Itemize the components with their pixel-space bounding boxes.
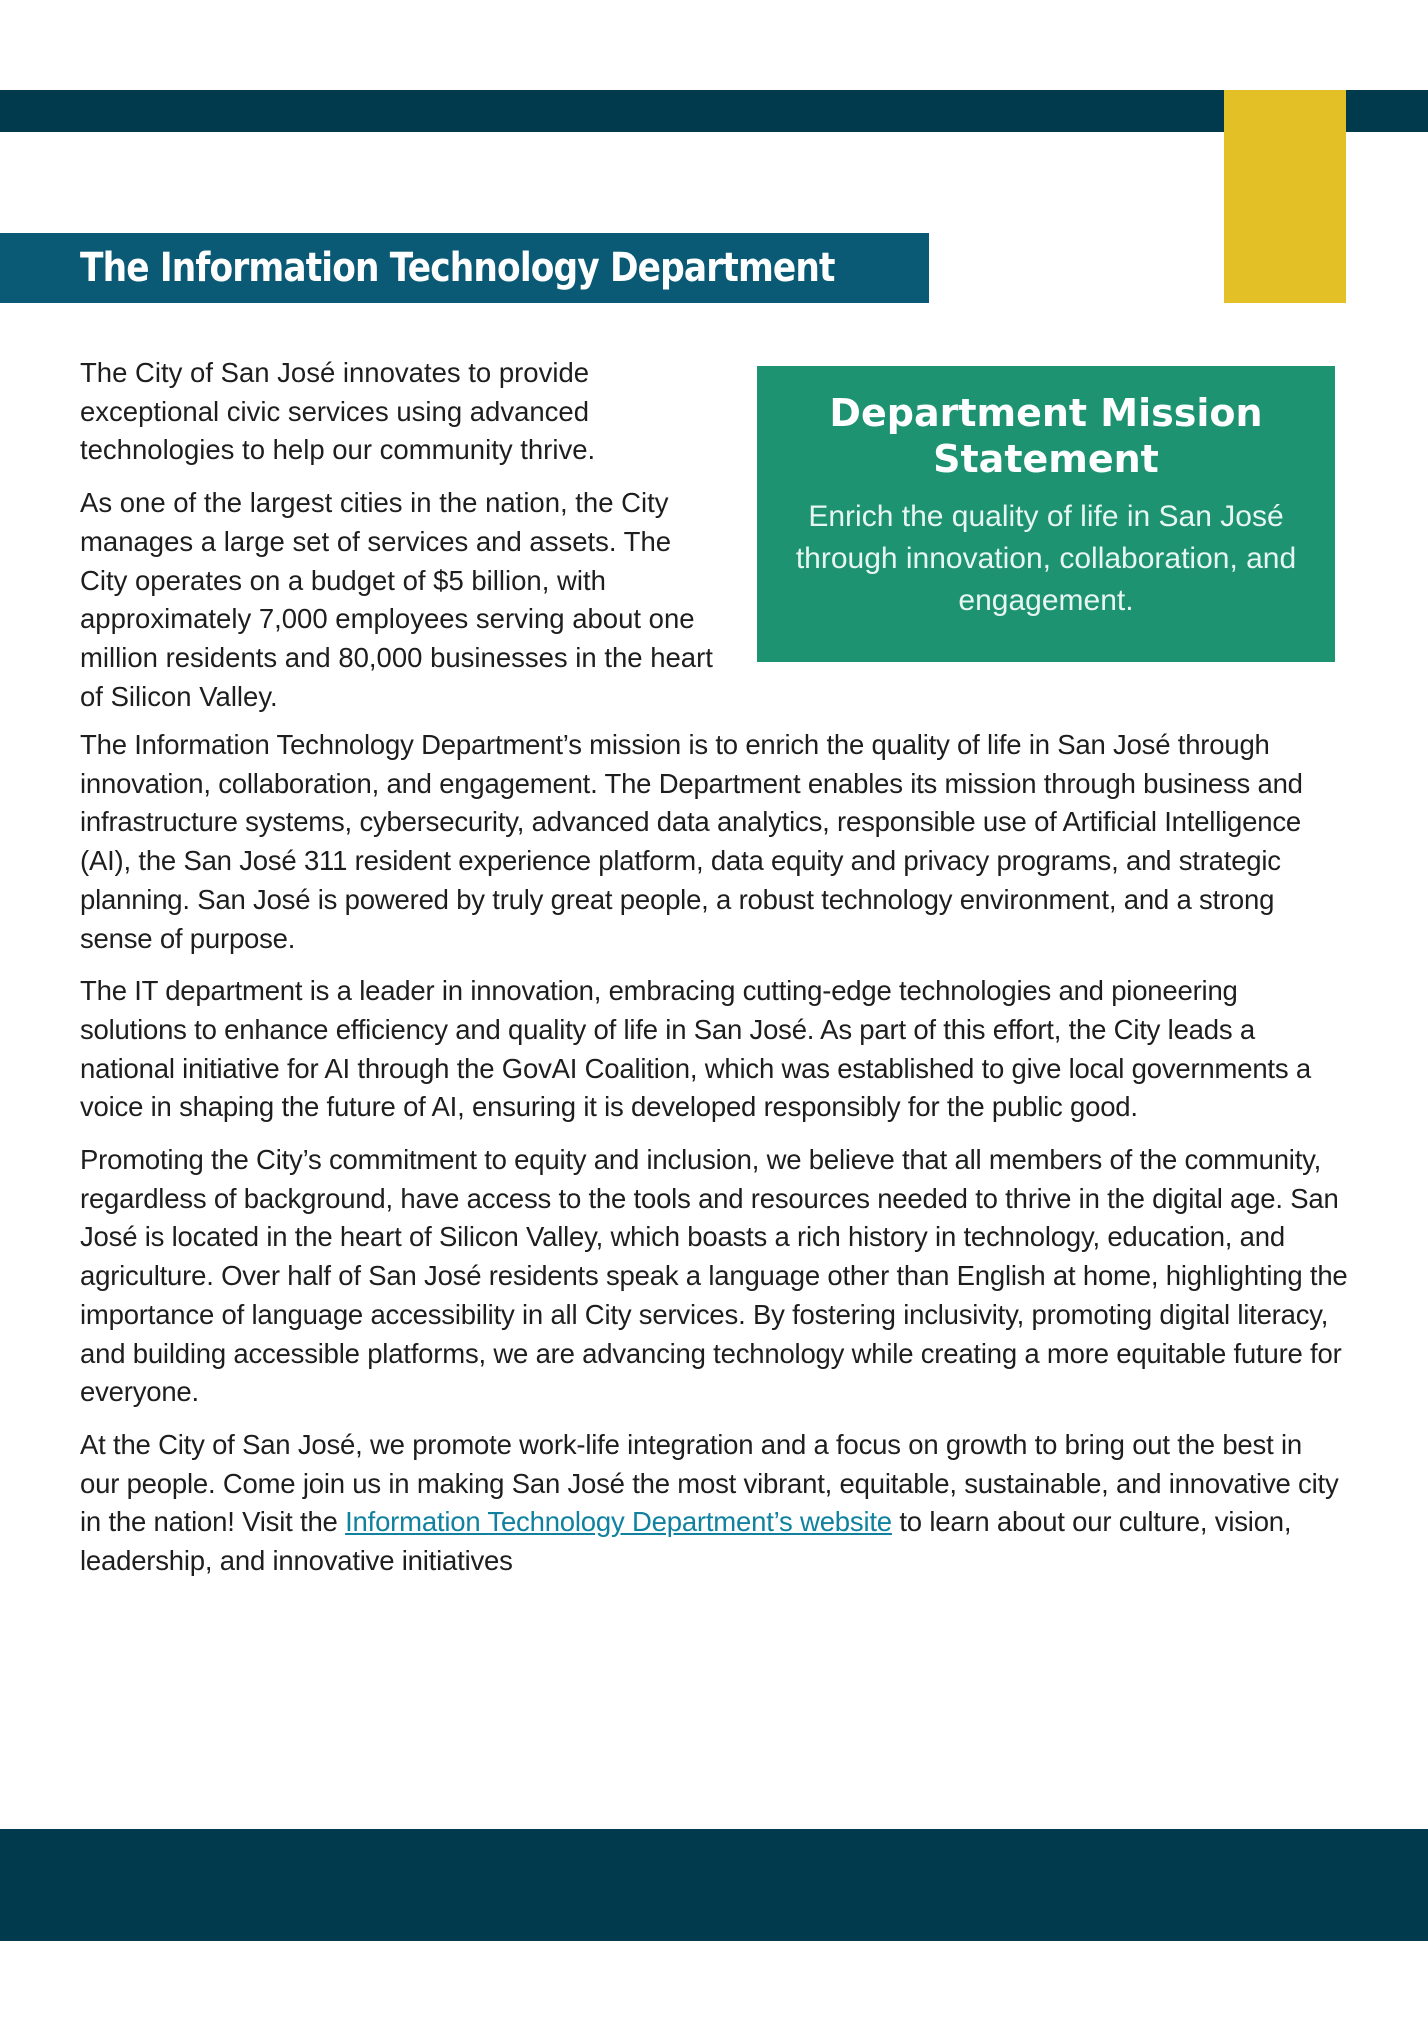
top-header-band [0, 90, 1428, 132]
closing-text-after: to learn about our culture, vision, leadership, and innovative initiatives [80, 1506, 1292, 1577]
intro-paragraph: The City of San José innovates to provide exceptional civic services using advanced technologies to help our community thrive. [80, 357, 596, 466]
mission-heading: Department Mission Statement [829, 391, 1263, 481]
closing-text-before: At the City of San José, we promote work-life integration and a focus on growth to bring out the best in our people. Come join us in making San José the most vibrant, equitable, sustainable, and innovative city in the nation! Visit the [80, 1428, 1339, 1538]
page-title: The Information Technology Department [80, 245, 835, 291]
body-paragraph: The IT department is a leader in innovation, embracing cutting-edge technologies and pioneering solutions to enhance efficiency and quality of life in San José. As part of this effort, the City leads a national initiative for AI through the GovAI Coalition, which was established to give local governments a voice in shaping the future of AI, ensuring it is developed responsibly for the public good. [80, 975, 1311, 1123]
bottom-footer-band [0, 1829, 1428, 1941]
mission-body: Enrich the quality of life in San José through innovation, collaboration, and engagement. [795, 500, 1297, 617]
title-banner [0, 233, 929, 303]
mission-statement-box [757, 366, 1335, 662]
body-paragraph: Promoting the City’s commitment to equity and inclusion, we believe that all members of the community, regardless of background, have access to the tools and resources needed to thrive in the digital age. San José is located in the heart of Silicon Valley, which boasts a rich history in technology, education, and agriculture. Over half of San José residents speak a language other than English at home, highlighting the importance of language accessibility in all City services. By fostering inclusivity, promoting digital literacy, and building accessible platforms, we are advancing technology while creating a more equitable future for everyone. [80, 1144, 1348, 1408]
it-department-website-link[interactable]: Information Technology Department’s website [345, 1506, 892, 1538]
gold-accent-block [1224, 90, 1346, 303]
body-paragraph: The Information Technology Department’s mission is to enrich the quality of life in San José through innovation, collaboration, and engagement. The Department enables its mission through business and infrastructure systems, cybersecurity, advanced data analytics, responsible use of Artificial Intelligence (AI), the San José 311 resident experience platform, data equity and privacy programs, and strategic planning. San José is powered by truly great people, a robust technology environment, and a strong sense of purpose. [80, 729, 1303, 954]
closing-paragraph [80, 1426, 1348, 1581]
intro-paragraph: As one of the largest cities in the nation, the City manages a large set of services and assets. The City operates on a budget of $5 billion, with approximately 7,000 employees serving about one million residents and 80,000 businesses in the heart of Silicon Valley. [80, 487, 713, 712]
main-text-column [80, 726, 1348, 1595]
intro-column [80, 354, 720, 730]
